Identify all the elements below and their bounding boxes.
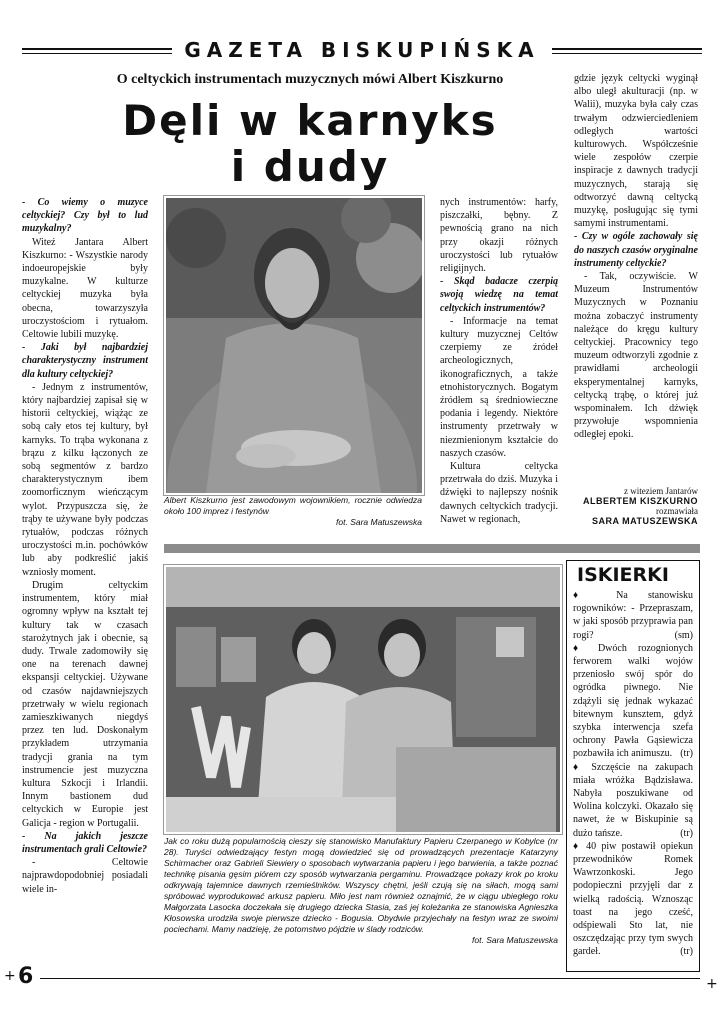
page-number: 6	[18, 964, 34, 989]
paragraph: gdzie język celtycki wyginął albo uległ akulturacji (np. w Walii), muzyka była cały czas trwałym odzwierciedleniem odległych wartości kulturowych. Współcześnie wiele zespołów czerpie inspiracje z dawnych tradycji muzycznych, starają się odtworzyć dawną celtycką muzykę, posługując się tymi samymi instrumentami.	[574, 73, 698, 230]
iskierki-item-tag: (tr)	[680, 748, 693, 760]
headline-line2: i dudy	[230, 142, 390, 191]
headline-line1: Dęli w karnyks	[122, 96, 498, 145]
portrait-caption-text: Albert Kiszkurno jest zawodowym wojownikiem, rocznie odwiedza około 100 imprez i festynów	[164, 495, 422, 516]
paragraph: Drugim celtyckim instrumentem, który miał ogromny wpływ na kształt tej kultury tak w czasach starożytnych jak i obecnie, są dudy. Trwale zadomowiły się one na terenach dawnej ekspansji celtyckiej. Używane od czasów najdawniejszych przetrwały w wielu regionach zamieszkiwanych niegdyś przez ten lud. Doskonałym przykładem utrzymania tradycji grania na tym instrumencie jest muzyczna kultura Szkocji i Irlandii. Innym bastionem dud celtyckich w Europie jest Galicja - region w Portugalii.	[22, 579, 148, 829]
paragraph: nych instrumentów: harfy, piszczałki, bębny. Z pewnością grano na nich przy okazji różnych uroczystości lub rytuałów religijnych.	[440, 197, 558, 275]
iskierki-item	[573, 642, 693, 761]
stall-photo-image	[166, 567, 560, 832]
iskierki-item-text: ♦ Szczęście na zakupach miała wróżka Bądzisława. Nabyła poszukiwane od Wolina kolczyki. Okazało się nawet, że w Biskupinie są dużo tańsze.	[573, 761, 693, 839]
column-right-body	[574, 72, 698, 442]
iskierki-title: ISKIERKI	[577, 564, 669, 586]
paragraph: - Celtowie najprawdopodobniej posiadali wiele in-	[22, 857, 148, 895]
masthead-title: GAZETA BISKUPIŃSKA	[184, 38, 540, 62]
iskierki-item-tag: (tr)	[680, 827, 693, 839]
paragraph: - Tak, oczywiście. W Muzeum Instrumentów Muzycznych w Poznaniu można zobaczyć instrumenty należące do kręgu kultury celtyckiej. Pracownicy tego muzeum odtworzyli zgodnie z prawidłami archeologii eksperymentalnej karnyks, celtycką trąbę, o której już wspominałem. Ich dźwięk przywołuje wspomnienia odległej epoki.	[574, 271, 698, 441]
article-column-left	[22, 196, 148, 966]
signature-name1: ALBERTEM KISZKURNO	[583, 496, 698, 506]
paragraph: Witeź Jantara Albert Kiszkurno: - Wszystkie narody indoeuropejskie były muzykalne. W kulturze celtyckiej muzyka była obecna, towarzyszyła uroczystościom i rytuałom. Celtowie lubili muzykę.	[22, 236, 148, 341]
paragraph: - Skąd badacze czerpią swoją wiedzę na temat celtyckich instrumentów?	[440, 276, 558, 314]
paragraph: - Informacje na temat kultury muzycznej Celtów czerpiemy ze źródeł archeologicznych, ikonograficznych, a także etnohistorycznych. Bogatym źródłem są średniowieczne podania i legendy. Niektóre instrumenty przetrwały w niezmienionym kształcie do naszych czasów.	[440, 315, 558, 459]
iskierki-item-text: ♦ Na stanowisku rogowników: - Przepraszam, w jaki sposób przyprawia pan rogi?	[573, 590, 693, 641]
crop-mark-right: +	[706, 976, 718, 992]
iskierki-item	[573, 840, 693, 959]
iskierki-item-tag: (sm)	[674, 629, 693, 641]
iskierki-item-tag: (tr)	[680, 946, 693, 958]
portrait-credit: fot. Sara Matuszewska	[336, 517, 422, 527]
paragraph: - Czy w ogóle zachowały się do naszych czasów oryginalne instrumenty celtyckie?	[574, 231, 698, 269]
section-divider	[164, 544, 700, 553]
article-kicker: O celtyckich instrumentach muzycznych mówi Albert Kiszkurno	[116, 72, 504, 87]
iskierki-item-text: ♦ 40 piw postawił opiekun przewodników Romek Wawrzonkoski. Jego podopieczni przyjęli dar z wielką radością. Wznosząc toast na jego cześć, odśpiewali Sto lat, nie oszczędzając przy tym swych gardeł.	[573, 840, 693, 958]
paragraph: - Co wiemy o muzyce celtyckiej? Czy był to lud muzykalny?	[22, 197, 148, 235]
portrait-caption	[164, 495, 422, 528]
iskierki-body	[573, 589, 693, 969]
column-middle-body	[440, 196, 558, 526]
article-column-middle	[440, 196, 558, 536]
iskierki-item	[573, 761, 693, 840]
paragraph: - Jednym z instrumentów, który najbardziej zapisał się w historii celtyckiej, wiążąc ze sobą cały etos tej kultury, był karnyks. To trąba wykonana z brązu z kilku łączonych ze sobą segmentów z bardzo charakterystycznym ibem zoomorficznym wieńczącym wylot. Przypuszcza się, że trąby te używane były podczas rytuałów, podczas różnych uroczystości m.in. pochówków lub aby podkreślić jakiś wzniosły moment.	[22, 381, 148, 578]
paragraph: Kultura celtycka przetrwała do dziś. Muzyka i dźwięki to najlepszy nośnik dawnych celtyckich tradycji. Nawet w regionach,	[440, 461, 558, 525]
paragraph: - Jaki był najbardziej charakterystyczny instrument dla kultury celtyckiej?	[22, 342, 148, 380]
portrait-photo-image	[166, 198, 422, 493]
iskierki-box	[566, 560, 700, 972]
paragraph: - Na jakich jeszcze instrumentach grali Celtowie?	[22, 830, 148, 855]
signature-line2: rozmawiała	[656, 506, 698, 516]
stall-caption-text: Jak co roku dużą popularnością cieszy się stanowisko Manufaktury Papieru Czerpanego w Kobylce (nr 28). Turyści odwiedzający festyn mogą dowiedzieć się od prowadzących prezentacje Katarzyny Schirmacher oraz Gabrieli Siewiery o sposobach wytwarzania papieru i jego barwienia, a także poznać technikę pisania gęsim piórem czy sposób wytwarzania pergaminu. Prowadzące pokazy krok po kroku odkrywają tajemnice dawnych rzemieślników. Wszyscy chętni, jeśli czują się na siłach, mogą sami spróbować wyprodukować arkusz papieru. Miło jest nam również oznajmić, że w ciągu ubiegłego roku Małgorzata Lasocka doczekała się drugiego dziecka Stasia, zaś jej koleżanka ze stanowiska Agnieszka Kłosowska urodziła swoje pierwsze dziecko - Bogusia. Obydwie przyjechały na festyn wraz ze swoimi pociechami. Mamy nadzieję, że potomstwo pójdzie w ślady rodziców.	[164, 836, 558, 934]
signature-name2: SARA MATUSZEWSKA	[592, 516, 698, 526]
article-column-right	[574, 72, 698, 487]
portrait-photo	[164, 196, 424, 495]
footer-rule	[40, 978, 700, 979]
stall-photo	[164, 565, 562, 834]
column-left-body	[22, 196, 148, 896]
stall-caption	[164, 836, 558, 946]
stall-credit: fot. Sara Matuszewska	[472, 935, 558, 945]
signature-line1: z witeziem Jantarów	[624, 486, 698, 496]
crop-mark-left: +	[4, 968, 16, 984]
iskierki-item-text: ♦ Dwóch rozognionych ferworem walki wojów przeniosło swój spór do ogródka piwnego. Nie zdążyli się jednak wykazać bitewnym kunsztem, gdyż szybka interwencja szefa ochrony Pawła Gąsiewicza pozbawiła ich animuszu.	[573, 642, 693, 760]
iskierki-item	[573, 589, 693, 642]
iskierki-items	[573, 589, 693, 959]
interview-signature	[560, 486, 698, 526]
